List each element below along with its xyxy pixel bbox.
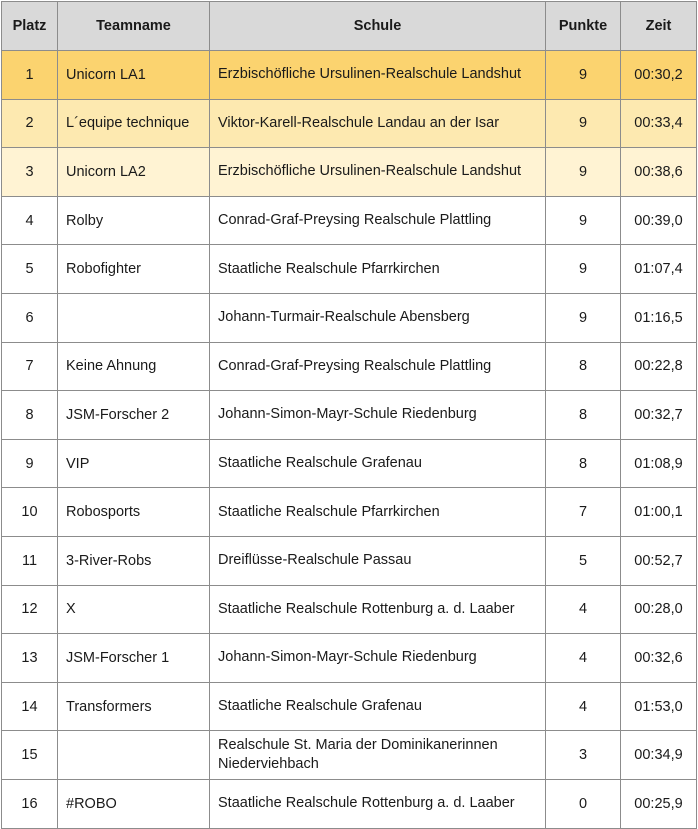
- cell-teamname: Keine Ahnung: [58, 342, 210, 391]
- cell-punkte: 9: [546, 293, 621, 342]
- header-punkte: Punkte: [546, 2, 621, 51]
- header-zeit: Zeit: [621, 2, 697, 51]
- table-row: [2, 682, 697, 731]
- cell-zeit: 00:39,0: [621, 196, 697, 245]
- cell-schule: Staatliche Realschule Pfarrkirchen: [210, 488, 546, 537]
- table-row: [2, 342, 697, 391]
- cell-schule: Staatliche Realschule Grafenau: [210, 682, 546, 731]
- table-row: [2, 245, 697, 294]
- cell-punkte: 8: [546, 342, 621, 391]
- cell-punkte: 3: [546, 731, 621, 780]
- cell-platz: 9: [2, 439, 58, 488]
- cell-schule: Johann-Simon-Mayr-Schule Riedenburg: [210, 634, 546, 683]
- cell-platz: 13: [2, 634, 58, 683]
- table-row: [2, 536, 697, 585]
- cell-zeit: 01:07,4: [621, 245, 697, 294]
- header-schule: Schule: [210, 2, 546, 51]
- cell-punkte: 4: [546, 585, 621, 634]
- cell-zeit: 01:53,0: [621, 682, 697, 731]
- cell-zeit: 00:30,2: [621, 51, 697, 100]
- cell-punkte: 8: [546, 439, 621, 488]
- cell-teamname: Robosports: [58, 488, 210, 537]
- cell-punkte: 4: [546, 682, 621, 731]
- cell-platz: 4: [2, 196, 58, 245]
- table-row: [2, 779, 697, 828]
- cell-schule: Staatliche Realschule Pfarrkirchen: [210, 245, 546, 294]
- cell-platz: 14: [2, 682, 58, 731]
- cell-teamname: #ROBO: [58, 779, 210, 828]
- cell-punkte: 9: [546, 51, 621, 100]
- cell-platz: 3: [2, 148, 58, 197]
- table-header: [2, 2, 697, 51]
- table-row: [2, 634, 697, 683]
- cell-teamname: Unicorn LA2: [58, 148, 210, 197]
- cell-punkte: 4: [546, 634, 621, 683]
- cell-zeit: 00:34,9: [621, 731, 697, 780]
- cell-punkte: 7: [546, 488, 621, 537]
- cell-teamname: Transformers: [58, 682, 210, 731]
- cell-teamname: L´equipe technique: [58, 99, 210, 148]
- table-row: [2, 585, 697, 634]
- cell-schule: Johann-Simon-Mayr-Schule Riedenburg: [210, 391, 546, 440]
- cell-zeit: 00:38,6: [621, 148, 697, 197]
- cell-zeit: 01:00,1: [621, 488, 697, 537]
- cell-platz: 12: [2, 585, 58, 634]
- cell-schule: Staatliche Realschule Grafenau: [210, 439, 546, 488]
- table-row: [2, 196, 697, 245]
- cell-platz: 2: [2, 99, 58, 148]
- cell-zeit: 00:32,6: [621, 634, 697, 683]
- cell-schule: Staatliche Realschule Rottenburg a. d. Laaber: [210, 779, 546, 828]
- cell-schule: Erzbischöfliche Ursulinen-Realschule Landshut: [210, 148, 546, 197]
- cell-punkte: 8: [546, 391, 621, 440]
- cell-teamname: JSM-Forscher 2: [58, 391, 210, 440]
- cell-teamname: JSM-Forscher 1: [58, 634, 210, 683]
- cell-teamname: 3-River-Robs: [58, 536, 210, 585]
- cell-teamname: Unicorn LA1: [58, 51, 210, 100]
- table-row: [2, 391, 697, 440]
- header-platz: Platz: [2, 2, 58, 51]
- cell-zeit: 00:33,4: [621, 99, 697, 148]
- cell-punkte: 9: [546, 196, 621, 245]
- cell-zeit: 00:52,7: [621, 536, 697, 585]
- cell-teamname: [58, 293, 210, 342]
- cell-platz: 10: [2, 488, 58, 537]
- results-table: [1, 1, 697, 829]
- table-row: [2, 293, 697, 342]
- cell-zeit: 00:28,0: [621, 585, 697, 634]
- cell-schule: Conrad-Graf-Preysing Realschule Plattling: [210, 342, 546, 391]
- cell-schule: Erzbischöfliche Ursulinen-Realschule Landshut: [210, 51, 546, 100]
- cell-schule: Conrad-Graf-Preysing Realschule Plattling: [210, 196, 546, 245]
- cell-schule: Johann-Turmair-Realschule Abensberg: [210, 293, 546, 342]
- cell-teamname: VIP: [58, 439, 210, 488]
- cell-platz: 1: [2, 51, 58, 100]
- cell-platz: 5: [2, 245, 58, 294]
- cell-punkte: 9: [546, 99, 621, 148]
- cell-zeit: 00:25,9: [621, 779, 697, 828]
- cell-punkte: 9: [546, 245, 621, 294]
- table-row: [2, 51, 697, 100]
- cell-zeit: 00:22,8: [621, 342, 697, 391]
- cell-punkte: 0: [546, 779, 621, 828]
- cell-platz: 7: [2, 342, 58, 391]
- cell-platz: 11: [2, 536, 58, 585]
- table-row: [2, 488, 697, 537]
- table-row: [2, 439, 697, 488]
- cell-platz: 8: [2, 391, 58, 440]
- table-row: [2, 148, 697, 197]
- table-body: [2, 51, 697, 829]
- header-teamname: Teamname: [58, 2, 210, 51]
- cell-schule: Realschule St. Maria der Dominikanerinnen Niederviehbach: [210, 731, 546, 780]
- cell-schule: Staatliche Realschule Rottenburg a. d. Laaber: [210, 585, 546, 634]
- cell-teamname: [58, 731, 210, 780]
- cell-punkte: 9: [546, 148, 621, 197]
- cell-punkte: 5: [546, 536, 621, 585]
- cell-teamname: Robofighter: [58, 245, 210, 294]
- cell-platz: 16: [2, 779, 58, 828]
- table-row: [2, 731, 697, 780]
- cell-teamname: X: [58, 585, 210, 634]
- cell-zeit: 01:16,5: [621, 293, 697, 342]
- cell-schule: Dreiflüsse-Realschule Passau: [210, 536, 546, 585]
- cell-zeit: 01:08,9: [621, 439, 697, 488]
- cell-teamname: Rolby: [58, 196, 210, 245]
- cell-schule: Viktor-Karell-Realschule Landau an der Isar: [210, 99, 546, 148]
- cell-platz: 15: [2, 731, 58, 780]
- header-row: [2, 2, 697, 51]
- cell-zeit: 00:32,7: [621, 391, 697, 440]
- table-row: [2, 99, 697, 148]
- cell-platz: 6: [2, 293, 58, 342]
